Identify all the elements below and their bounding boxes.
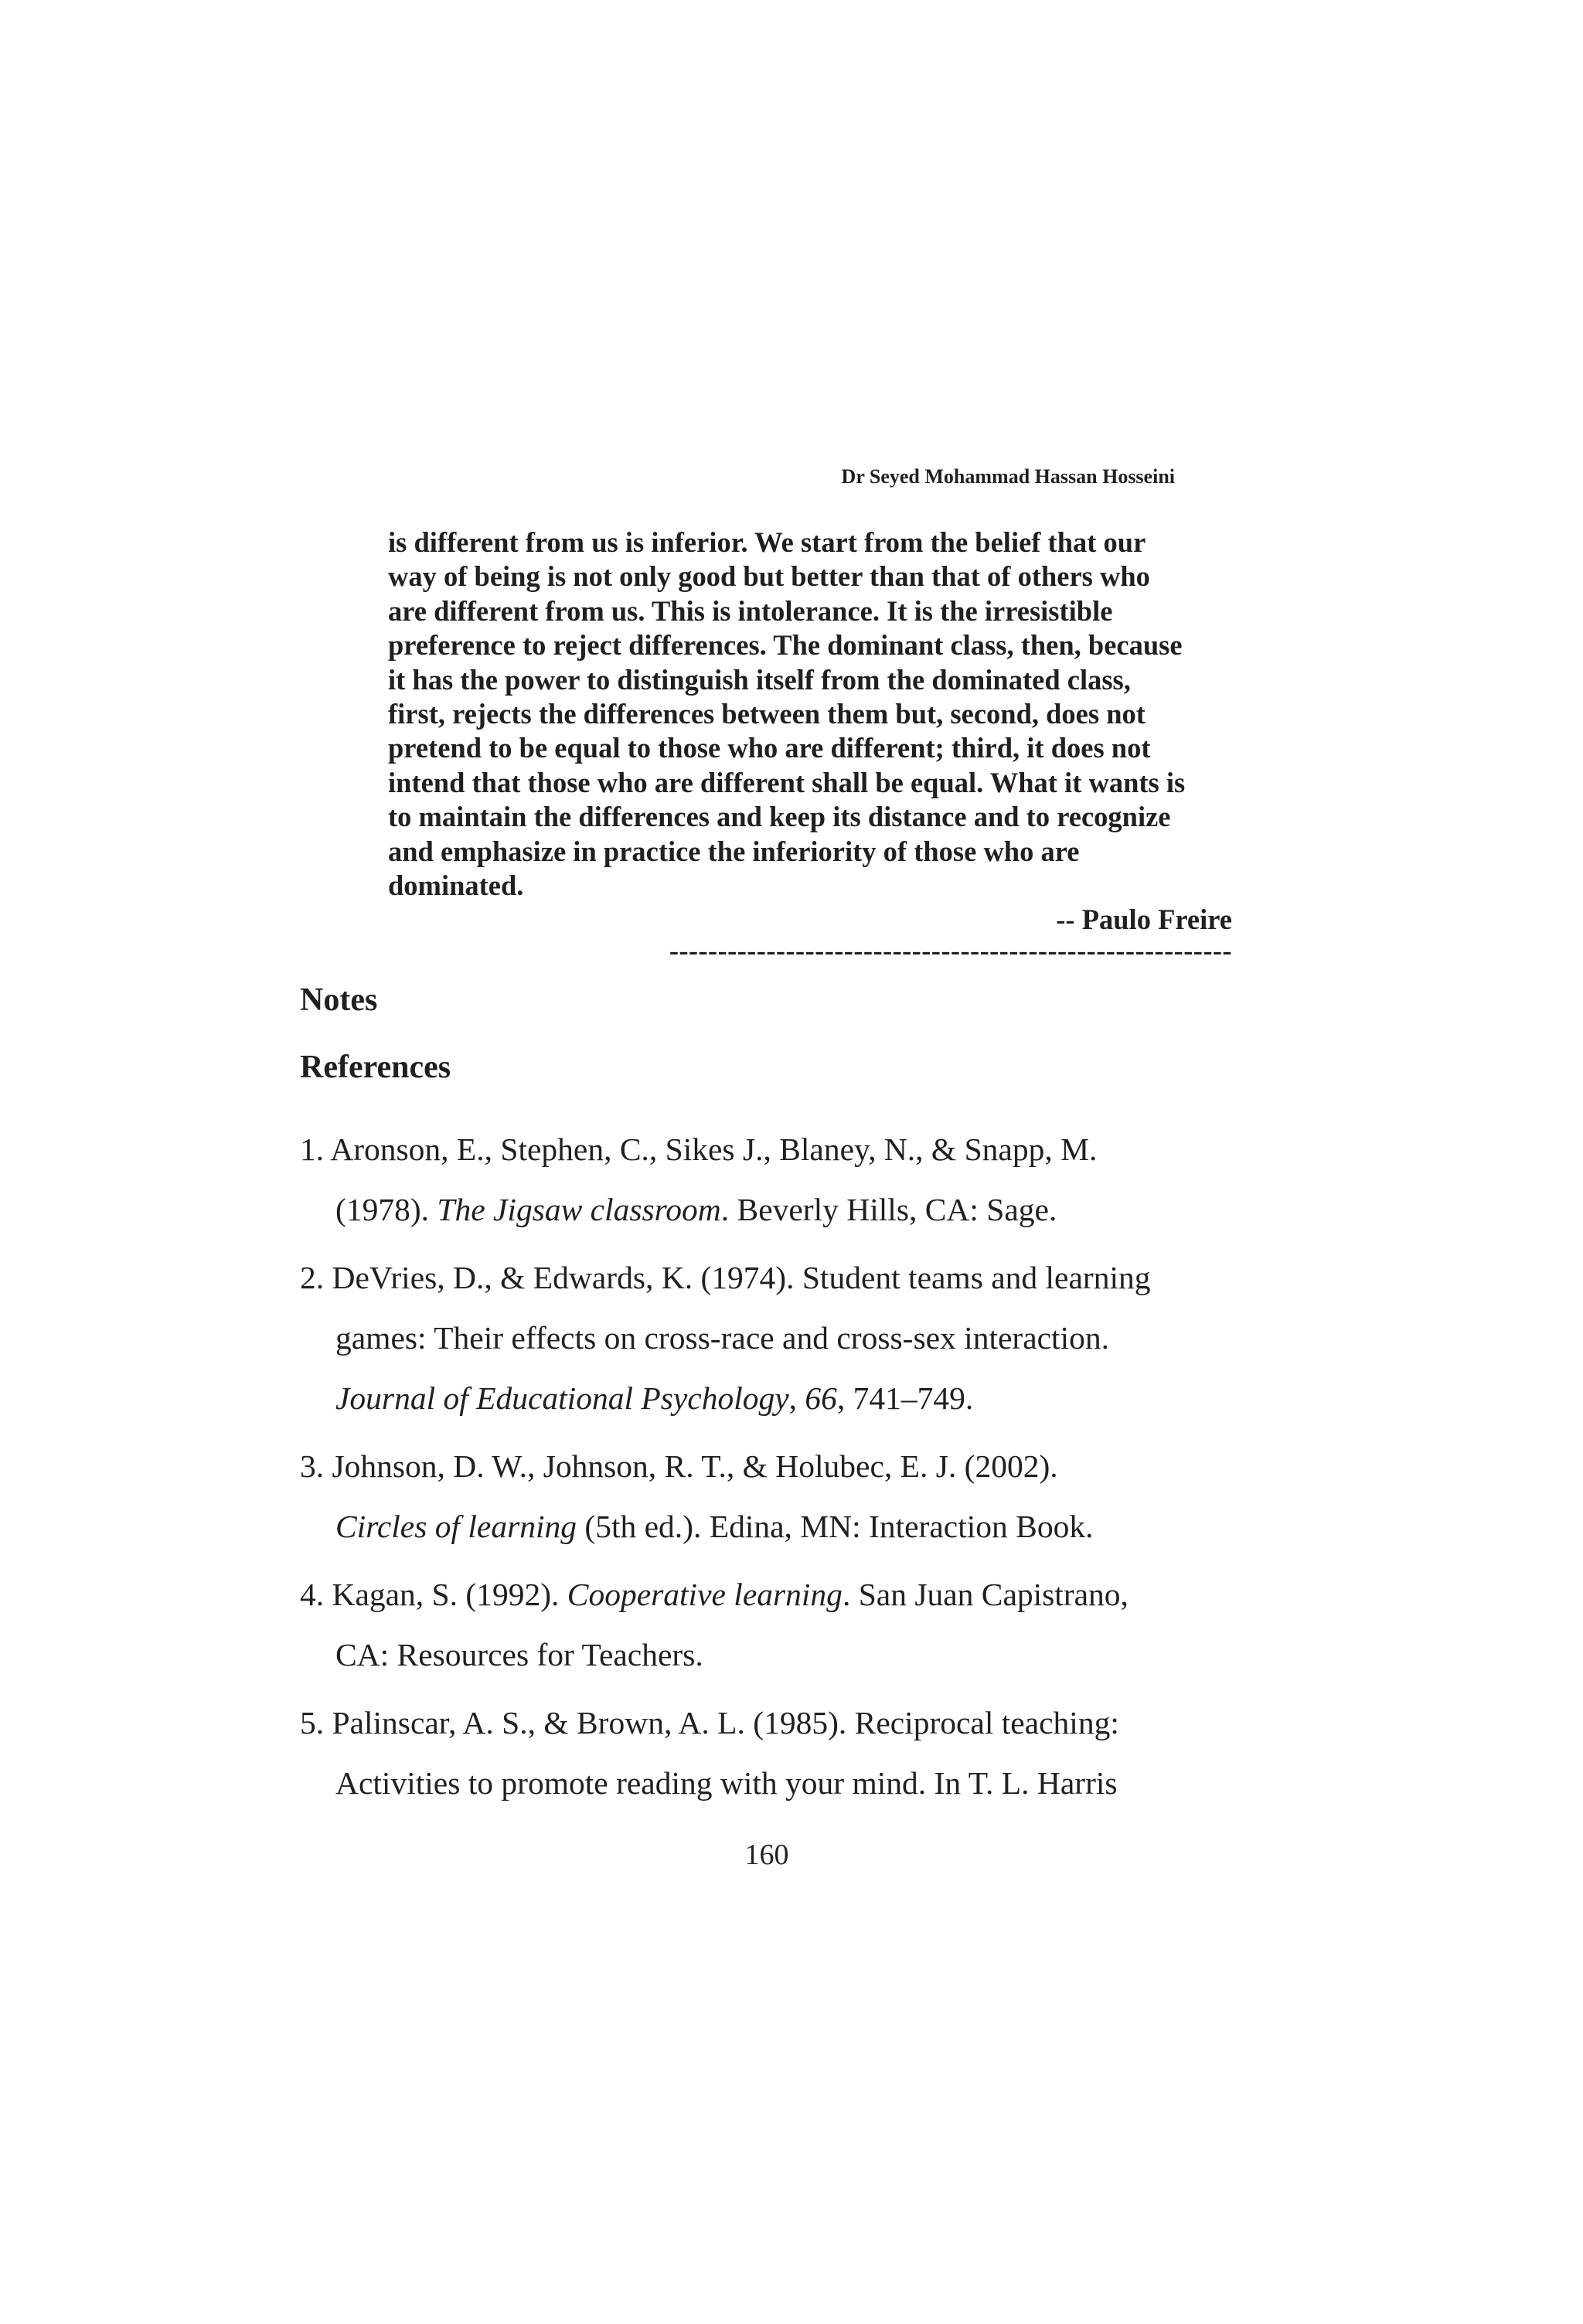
reference-item	[300, 1436, 1305, 1557]
quote-line: preference to reject differences. The dominant class, then, because	[388, 629, 1183, 662]
reference-line	[300, 1119, 1305, 1179]
reference-number: 3.	[300, 1448, 325, 1484]
quote-line: are different from us. This is intolerance. It is the irresistible	[388, 594, 1113, 627]
quote-attribution: -- Paulo Freire	[1056, 903, 1232, 935]
reference-item	[300, 1693, 1305, 1813]
quote-line: and emphasize in practice the inferiority of those who are	[388, 835, 1080, 867]
quote-line: intend that those who are different shall be equal. What it wants is	[388, 766, 1186, 798]
reference-text: . Beverly Hills, CA: Sage.	[720, 1192, 1057, 1227]
reference-line	[300, 1436, 1305, 1496]
running-head: Dr Seyed Mohammad Hassan Hosseini	[841, 465, 1175, 488]
reference-line: Activities to promote reading with your mind. In T. L. Harris	[335, 1765, 1118, 1801]
reference-text: Palinscar, A. S., & Brown, A. L. (1985). Reciprocal teaching:	[332, 1705, 1119, 1740]
quote-line: is different from us is inferior. We start from the belief that our	[388, 526, 1146, 558]
reference-text: . San Juan Capistrano,	[842, 1577, 1129, 1612]
reference-number: 4.	[300, 1577, 325, 1612]
reference-volume: 66	[805, 1380, 837, 1416]
reference-line	[300, 1247, 1305, 1308]
reference-item	[300, 1247, 1305, 1428]
reference-number: 5.	[300, 1705, 325, 1740]
reference-line	[300, 1564, 1305, 1625]
page-number: 160	[744, 1839, 789, 1871]
reference-title: The Jigsaw classroom	[437, 1192, 721, 1227]
quote-line: way of being is not only good but better than that of others who	[388, 560, 1150, 593]
notes-heading: Notes	[300, 982, 378, 1018]
quote-line: first, rejects the differences between them but, second, does not	[388, 698, 1146, 730]
references-heading: References	[300, 1050, 451, 1085]
reference-list	[300, 1119, 1305, 1821]
reference-item	[300, 1564, 1305, 1685]
reference-line: games: Their effects on cross-race and cross-sex interaction.	[335, 1320, 1109, 1356]
reference-line	[300, 1179, 1305, 1240]
quote-line: pretend to be equal to those who are different; third, it does not	[388, 732, 1151, 764]
reference-text: (5th ed.). Edina, MN: Interaction Book.	[577, 1509, 1094, 1544]
reference-journal: Journal of Educational Psychology	[335, 1380, 789, 1416]
reference-line	[300, 1693, 1305, 1753]
reference-text: Johnson, D. W., Johnson, R. T., & Holubec, E. J. (2002).	[332, 1448, 1058, 1484]
reference-title: Circles of learning	[335, 1509, 577, 1544]
reference-item	[300, 1119, 1305, 1240]
reference-line: CA: Resources for Teachers.	[335, 1637, 703, 1672]
reference-text: ,	[788, 1380, 805, 1416]
separator-rule: ----------------------------------------------------------	[669, 934, 1232, 966]
reference-text: Aronson, E., Stephen, C., Sikes J., Blaney, N., & Snapp, M.	[330, 1131, 1098, 1167]
quote-line: to maintain the differences and keep its distance and to recognize	[388, 801, 1171, 833]
reference-line	[300, 1368, 1305, 1428]
reference-line	[300, 1496, 1305, 1557]
reference-text: (1978).	[335, 1192, 437, 1227]
quote-block	[388, 526, 1238, 903]
quote-line: dominated.	[388, 869, 524, 902]
reference-number: 1.	[300, 1131, 325, 1167]
reference-title: Cooperative learning	[567, 1577, 843, 1612]
reference-number: 2.	[300, 1260, 325, 1295]
reference-text: Kagan, S. (1992).	[332, 1577, 567, 1612]
reference-text: DeVries, D., & Edwards, K. (1974). Student teams and learning	[332, 1260, 1151, 1295]
reference-text: , 741–749.	[836, 1380, 974, 1416]
quote-line: it has the power to distinguish itself from the dominated class,	[388, 663, 1131, 696]
